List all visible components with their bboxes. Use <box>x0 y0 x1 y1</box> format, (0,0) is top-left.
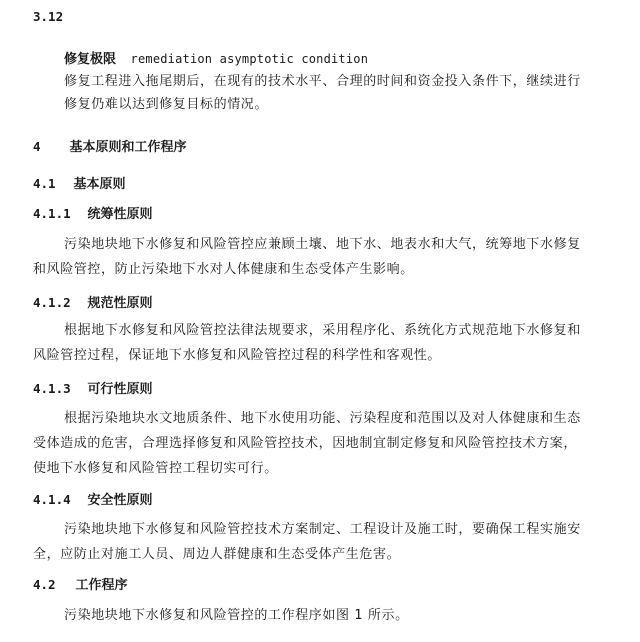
paragraph-4-1-1-line-2: 和风险管控，防止污染地下水对人体健康和生态受体产生影响。 <box>33 262 414 277</box>
paragraph-4-2-line-1: 污染地块地下水修复和风险管控的工作程序如图 1 所示。 <box>64 608 409 623</box>
paragraph-4-1-2-line-1: 根据地下水修复和风险管控法律法规要求，采用程序化、系统化方式规范地下水修复和 <box>64 323 581 338</box>
section-title: 基本原则 <box>73 177 126 192</box>
term-definition-line-2: 修复仍难以达到修复目标的情况。 <box>64 97 269 112</box>
section-number: 4.1.1 <box>33 206 71 221</box>
section-heading-4-1-1 <box>33 205 153 224</box>
section-title: 统筹性原则 <box>87 207 153 222</box>
paragraph-4-1-2-line-2: 风险管控过程，保证地下水修复和风险管控过程的科学性和客观性。 <box>33 348 442 363</box>
section-heading-4-2 <box>33 576 128 595</box>
section-heading-4-1-2 <box>33 294 153 313</box>
section-heading-4 <box>33 138 187 157</box>
term-definition-line-1: 修复工程进入拖尾期后，在现有的技术水平、合理的时间和资金投入条件下，继续进行 <box>64 74 581 89</box>
section-number: 4.1.4 <box>33 492 71 507</box>
section-title: 基本原则和工作程序 <box>69 140 187 155</box>
paragraph-4-1-3-line-1: 根据污染地块水文地质条件、地下水使用功能、污染程度和范围以及对人体健康和生态 <box>64 411 581 426</box>
section-title: 工作程序 <box>75 578 128 593</box>
section-heading-4-1 <box>33 175 126 194</box>
section-title: 安全性原则 <box>87 493 153 508</box>
section-number: 4.1.2 <box>33 295 71 310</box>
section-number: 4 <box>33 139 41 154</box>
section-heading-4-1-4 <box>33 491 153 510</box>
section-number: 4.1 <box>33 176 56 191</box>
section-number-3-12 <box>33 8 63 27</box>
paragraph-4-1-4-line-2: 全，应防止对施工人员、周边人群健康和生态受体产生危害。 <box>33 547 401 562</box>
term-chinese: 修复极限 <box>64 52 117 67</box>
term-heading <box>64 50 368 69</box>
section-number: 3.12 <box>33 9 64 24</box>
section-title: 可行性原则 <box>87 382 153 397</box>
section-number: 4.2 <box>33 577 56 592</box>
paragraph-4-1-3-line-3: 使地下水修复和风险管控工程切实可行。 <box>33 461 278 476</box>
section-number: 4.1.3 <box>33 381 71 396</box>
paragraph-4-1-4-line-1: 污染地块地下水修复和风险管控技术方案制定、工程设计及施工时，要确保工程实施安 <box>64 522 581 537</box>
paragraph-4-1-1-line-1: 污染地块地下水修复和风险管控应兼顾土壤、地下水、地表水和大气，统筹地下水修复 <box>64 237 581 252</box>
section-heading-4-1-3 <box>33 380 153 399</box>
paragraph-4-1-3-line-2: 受体造成的危害，合理选择修复和风险管控技术，因地制宜制定修复和风险管控技术方案， <box>33 436 578 451</box>
section-title: 规范性原则 <box>87 296 153 311</box>
term-english: remediation asymptotic condition <box>130 52 369 66</box>
